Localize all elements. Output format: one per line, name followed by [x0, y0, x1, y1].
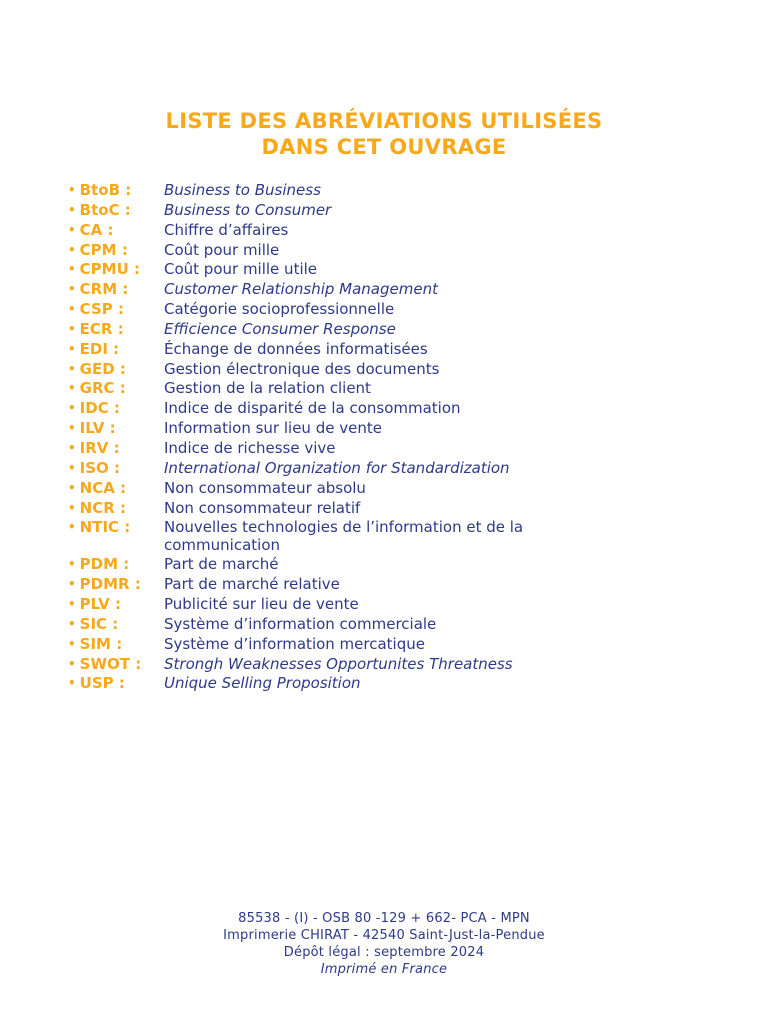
abbreviation-definition: Non consommateur absolu: [164, 478, 366, 497]
abbreviation-item: [68, 439, 708, 459]
abbreviation-item: [68, 340, 708, 360]
abbreviation-term-text: NCR :: [79, 498, 127, 517]
abbreviation-item: [68, 555, 708, 575]
abbreviation-term: [68, 459, 164, 479]
bullet-icon: •: [68, 222, 76, 237]
abbreviation-definition: Efficience Consumer Response: [164, 319, 396, 338]
bullet-icon: •: [68, 302, 76, 317]
abbreviation-item: [68, 615, 708, 635]
abbreviation-definition: Système d’information commerciale: [164, 614, 437, 633]
bullet-icon: •: [68, 381, 76, 396]
abbreviation-term-text: NCA :: [79, 478, 127, 497]
abbreviation-definition: Échange de données informatisées: [164, 339, 428, 358]
abbreviation-item: [68, 655, 708, 675]
abbreviation-term-text: IRV :: [79, 438, 120, 457]
abbreviation-term-text: SIM :: [79, 634, 123, 653]
bullet-icon: •: [68, 262, 76, 277]
abbreviation-term-text: PLV :: [79, 595, 121, 614]
abbreviation-item: [68, 280, 708, 300]
abbreviation-item: [68, 635, 708, 655]
abbreviation-term: [68, 260, 164, 280]
bullet-icon: •: [68, 636, 76, 651]
bullet-icon: •: [68, 557, 76, 572]
abbreviation-term: [68, 439, 164, 459]
abbreviation-term-text: PDMR :: [79, 575, 141, 594]
abbreviation-term: [68, 280, 164, 300]
abbreviation-term: [68, 340, 164, 360]
abbreviation-item: [68, 595, 708, 615]
abbreviation-term-text: CRM :: [79, 280, 129, 299]
abbreviation-term-text: CPM :: [79, 240, 128, 259]
abbreviation-term-text: GRC :: [79, 379, 126, 398]
abbreviation-item: [68, 674, 708, 694]
abbreviation-definition: Strongh Weaknesses Opportunites Threatness: [164, 654, 513, 673]
abbreviation-term: [68, 300, 164, 320]
abbreviation-definition: Publicité sur lieu de vente: [164, 595, 359, 614]
page-title-line-1: LISTE DES ABRÉVIATIONS UTILISÉES: [165, 109, 603, 133]
colophon: [0, 910, 768, 978]
bullet-icon: •: [68, 361, 76, 376]
abbreviation-item: [68, 459, 708, 479]
abbreviation-term: [68, 201, 164, 221]
colophon-printer: Imprimerie CHIRAT - 42540 Saint-Just-la-Pendue: [223, 928, 545, 943]
bullet-icon: •: [68, 460, 76, 475]
abbreviation-definition: International Organization for Standardization: [164, 458, 510, 477]
bullet-icon: •: [68, 183, 76, 197]
bullet-icon: •: [68, 341, 76, 356]
abbreviation-term: [68, 615, 164, 635]
abbreviation-definition: Gestion électronique des documents: [164, 359, 440, 378]
abbreviation-term: [68, 399, 164, 419]
abbreviation-definition: Catégorie socioprofessionnelle: [164, 300, 395, 319]
abbreviation-item: [68, 379, 708, 399]
abbreviation-term: [68, 499, 164, 519]
abbreviation-term-text: ECR :: [79, 319, 124, 338]
abbreviation-term-text: EDI :: [79, 339, 120, 358]
bullet-icon: •: [68, 242, 76, 257]
abbreviation-definition: Information sur lieu de vente: [164, 419, 382, 438]
bullet-icon: •: [68, 577, 76, 592]
abbreviation-item: [68, 201, 708, 221]
abbreviation-term: [68, 320, 164, 340]
abbreviation-definition: Système d’information mercatique: [164, 634, 425, 653]
bullet-icon: •: [68, 616, 76, 631]
abbreviation-definition: Indice de richesse vive: [164, 438, 336, 457]
bullet-icon: •: [68, 520, 76, 535]
abbreviation-definition: Coût pour mille utile: [164, 260, 318, 279]
abbreviation-definition: Unique Selling Proposition: [164, 674, 361, 693]
abbreviation-definition: Indice de disparité de la consommation: [164, 399, 461, 418]
abbreviation-term: [68, 575, 164, 595]
abbreviation-term: [68, 419, 164, 439]
abbreviation-term: [68, 635, 164, 655]
bullet-icon: •: [68, 202, 76, 217]
bullet-icon: •: [68, 401, 76, 416]
abbreviation-item: [68, 499, 708, 519]
colophon-printed-in: Imprimé en France: [320, 962, 448, 977]
abbreviation-item: [68, 300, 708, 320]
abbreviation-term: [68, 555, 164, 575]
abbreviation-term-text: NTIC :: [79, 518, 131, 537]
bullet-icon: •: [68, 440, 76, 455]
abbreviation-term-text: BtoB :: [79, 181, 132, 199]
bullet-icon: •: [68, 421, 76, 436]
abbreviation-item: [68, 181, 708, 201]
bullet-icon: •: [68, 321, 76, 336]
abbreviation-term-text: CA :: [79, 220, 114, 239]
abbreviation-item: [68, 479, 708, 499]
page-title: [0, 108, 768, 160]
abbreviation-definition: Non consommateur relatif: [164, 498, 361, 517]
abbreviation-term-text: IDC :: [79, 399, 120, 418]
colophon-print-code: 85538 - (I) - OSB 80 -129 + 662- PCA - MPN: [238, 911, 530, 926]
bullet-icon: •: [68, 597, 76, 612]
abbreviation-item: [68, 221, 708, 241]
bullet-icon: •: [68, 656, 76, 671]
abbreviation-item: [68, 575, 708, 595]
abbreviation-term-text: SIC :: [79, 614, 119, 633]
bullet-icon: •: [68, 500, 76, 515]
page-title-line-2: DANS CET OUVRAGE: [261, 135, 507, 159]
abbreviation-definition: Chiffre d’affaires: [164, 220, 289, 239]
abbreviation-term-text: SWOT :: [79, 654, 142, 673]
abbreviation-definition: Coût pour mille: [164, 240, 280, 259]
abbreviation-term-text: BtoC :: [79, 200, 131, 219]
colophon-legal-deposit: Dépôt légal : septembre 2024: [283, 945, 485, 960]
abbreviation-item: [68, 399, 708, 419]
abbreviation-term: [68, 479, 164, 499]
abbreviation-definition: Nouvelles technologies de l’information et de la communication: [164, 518, 524, 554]
abbreviation-term-text: USP :: [79, 674, 125, 693]
abbreviation-definition: Business to Business: [164, 181, 321, 199]
bullet-icon: •: [68, 676, 76, 691]
abbreviation-item: [68, 241, 708, 261]
abbreviation-definition: Business to Consumer: [164, 200, 332, 219]
abbreviation-term-text: GED :: [79, 359, 126, 378]
abbreviation-definition: Part de marché: [164, 555, 279, 574]
abbreviation-term-text: PDM :: [79, 555, 130, 574]
abbreviation-list: [68, 181, 708, 694]
abbreviation-definition: Customer Relationship Management: [164, 280, 438, 299]
abbreviation-term-text: CPMU :: [79, 260, 141, 279]
abbreviation-item: [68, 518, 708, 555]
bullet-icon: •: [68, 282, 76, 297]
abbreviation-item: [68, 260, 708, 280]
abbreviation-item: [68, 320, 708, 340]
abbreviation-definition: Part de marché relative: [164, 575, 340, 594]
abbreviation-term-text: ISO :: [79, 458, 121, 477]
abbreviation-term: [68, 379, 164, 399]
abbreviation-term-text: CSP :: [79, 300, 124, 319]
abbreviation-item: [68, 419, 708, 439]
abbreviation-term: [68, 241, 164, 261]
abbreviation-term: [68, 674, 164, 694]
abbreviation-term: [68, 221, 164, 241]
abbreviation-term: [68, 360, 164, 380]
abbreviation-definition: Gestion de la relation client: [164, 379, 371, 398]
abbreviation-term: [68, 655, 164, 675]
abbreviation-term: [68, 181, 164, 201]
bullet-icon: •: [68, 480, 76, 495]
abbreviation-term-text: ILV :: [79, 419, 116, 438]
abbreviation-term: [68, 595, 164, 615]
abbreviation-term: [68, 518, 164, 538]
abbreviation-item: [68, 360, 708, 380]
